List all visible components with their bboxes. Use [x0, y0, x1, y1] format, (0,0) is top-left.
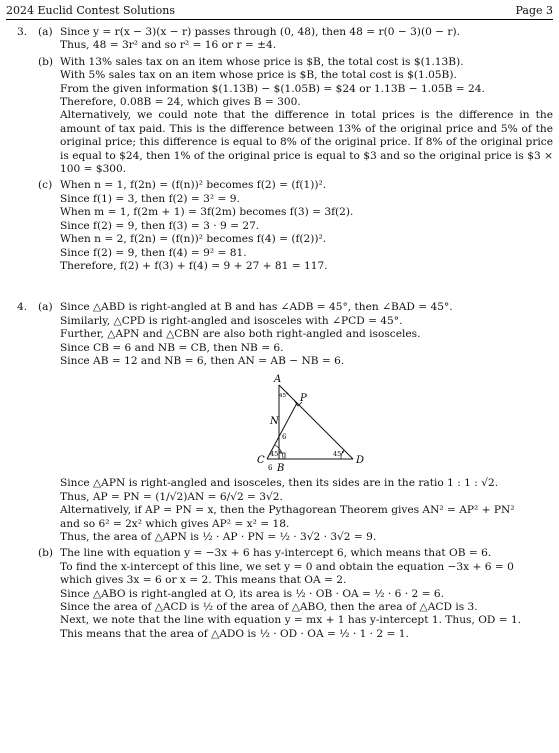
solution-line: When m = 1, f(2m + 1) = 3f(2m) becomes f(3) = 3f(2). — [60, 206, 354, 219]
solution-line: This means that the area of △ADO is ½ · OD · OA = ½ · 1 · 2 = 1. — [60, 627, 409, 640]
problem-4 — [0, 301, 559, 641]
part-label: (a) — [38, 301, 53, 314]
solution-line: To find the x-intercept of this line, we set y = 0 and obtain the equation −3x + 6 = 0 — [60, 560, 514, 573]
solution-line: Since △ABD is right-angled at B and has ∠ADB = 45°, then ∠BAD = 45°. — [60, 301, 453, 314]
solution-line: With 5% sales tax on an item whose price is $B, the total cost is $(1.05B). — [60, 69, 457, 82]
triangle-figure — [60, 371, 553, 473]
solution-paragraph: Alternatively, we could note that the difference in total prices is the difference in the amount of tax paid. This is the difference between 13% of the original price and 5% of the original price; this difference is equal to 8% of the original price. If 8% of the original price is equal to $24, then 1% of the original price is equal to $3 and so the original price is $3 × 100 = $300. — [60, 109, 553, 176]
label-cb-length: 6 — [267, 464, 272, 473]
solution-line: Thus, the area of △APN is ½ · AP · PN = ½ · 3√2 · 3√2 = 9. — [60, 530, 377, 543]
solution-line: Since the area of △ACD is ½ of the area of △ABO, then the area of △ACD is 3. — [60, 601, 478, 613]
label-a: A — [273, 374, 281, 386]
solution-line: Since CB = 6 and NB = CB, then NB = 6. — [60, 341, 284, 354]
page-content — [0, 26, 559, 641]
solution-line: Since △APN is right-angled and isosceles, then its sides are in the ratio 1 : 1 : √2. — [60, 477, 499, 490]
solution-line: Thus, AP = PN = (1/√2)AN = 6/√2 = 3√2. — [60, 490, 283, 503]
solution-line: Therefore, 0.08B = 24, which gives B = 300. — [60, 96, 301, 109]
part-4a — [35, 301, 553, 544]
label-angle-c: 45° — [269, 450, 282, 459]
solution-line: Since f(1) = 3, then f(2) = 3² = 9. — [60, 192, 240, 205]
label-b: B — [276, 463, 284, 474]
solution-line: When n = 2, f(2n) = (f(n))² becomes f(4) = (f(2))². — [60, 233, 327, 246]
label-d: D — [355, 455, 364, 467]
solution-line: Further, △APN and △CBN are also both right-angled and isosceles. — [60, 328, 421, 341]
segment-ad — [279, 385, 353, 459]
solution-line: With 13% sales tax on an item whose price is $B, the total cost is $(1.13B). — [60, 55, 464, 68]
label-nb-length: 6 — [281, 433, 286, 442]
label-p: P — [299, 393, 307, 405]
solution-line: which gives 3x = 6 or x = 2. This means that OA = 2. — [60, 574, 347, 587]
solution-line: Since y = r(x − 3)(x − r) passes through (0, 48), then 48 = r(0 − 3)(0 − r). — [60, 26, 460, 38]
part-label: (b) — [38, 547, 54, 560]
part-3b — [35, 56, 553, 177]
label-angle-d: 45° — [332, 450, 345, 459]
solution-line: Alternatively, if AP = PN = x, then the Pythagorean Theorem gives AN² = AP² + PN² — [60, 504, 515, 517]
solution-line: Similarly, △CPD is right-angled and isosceles with ∠PCD = 45°. — [60, 314, 403, 327]
part-3c — [35, 179, 553, 273]
solution-line: Since f(2) = 9, then f(4) = 9² = 81. — [60, 246, 247, 259]
problem-3 — [0, 26, 559, 273]
solution-line: Since f(2) = 9, then f(3) = 3 · 9 = 27. — [60, 219, 260, 232]
header-page-number: Page 3 — [515, 3, 553, 17]
part-label: (a) — [38, 26, 53, 38]
problem-number: 3. — [17, 26, 28, 38]
label-c: C — [256, 455, 265, 467]
triangle-diagram — [237, 371, 377, 473]
solution-line: From the given information $(1.13B) − $(1.05B) = $24 or 1.13B − 1.05B = 24. — [60, 82, 485, 95]
part-label: (c) — [38, 179, 53, 192]
part-label: (b) — [38, 55, 54, 68]
header-title: 2024 Euclid Contest Solutions — [6, 3, 176, 17]
solution-line: Since △ABO is right-angled at O, its area is ½ · OB · OA = ½ · 6 · 2 = 6. — [60, 587, 444, 600]
solution-line: The line with equation y = −3x + 6 has y-intercept 6, which means that OB = 6. — [60, 547, 492, 560]
solution-line: Next, we note that the line with equation y = mx + 1 has y-intercept 1. Thus, OD = 1. — [60, 614, 522, 627]
label-angle-a: 45° — [278, 393, 289, 400]
solution-line: Therefore, f(2) + f(3) + f(4) = 9 + 27 + 81 = 117. — [60, 259, 328, 272]
solution-line: Since AB = 12 and NB = 6, then AN = AB − NB = 6. — [60, 354, 345, 367]
page-header — [6, 2, 553, 20]
part-3a — [35, 26, 553, 53]
label-n: N — [269, 416, 279, 428]
problem-number: 4. — [17, 301, 28, 314]
solution-line: Thus, 48 = 3r² and so r² = 16 or r = ±4. — [60, 39, 277, 52]
solution-line: When n = 1, f(2n) = (f(n))² becomes f(2) = (f(1))². — [60, 179, 327, 192]
part-4b — [35, 547, 553, 641]
solution-line: and so 6² = 2x² which gives AP² = x² = 18. — [60, 517, 290, 530]
